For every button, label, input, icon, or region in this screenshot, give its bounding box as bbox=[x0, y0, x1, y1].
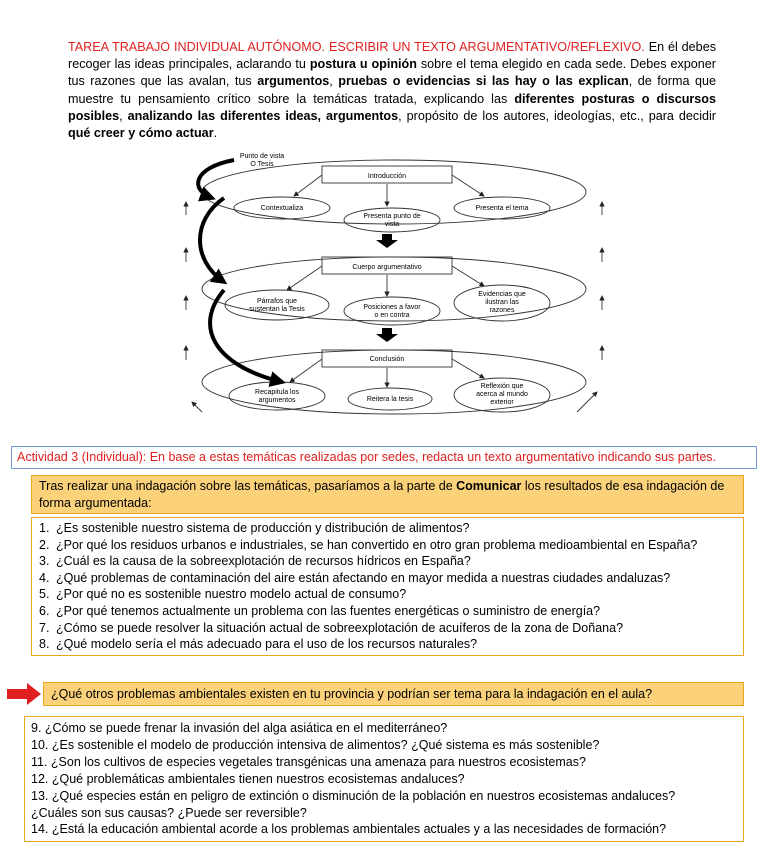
presenta-punto-label-2: vista bbox=[384, 221, 400, 228]
comunicar-box bbox=[31, 475, 744, 514]
text-span: , bbox=[119, 108, 128, 123]
parrafos-label-2: sustentan la Tesis bbox=[249, 306, 305, 313]
red-arrow-icon bbox=[7, 683, 41, 705]
conclusion-label: Conclusión bbox=[369, 356, 405, 363]
contextualiza-label: Contextualiza bbox=[260, 205, 304, 212]
text-span: En él debes recoger las ideas principales, aclarando tu bbox=[68, 40, 716, 72]
presenta-tema-label: Presenta el tema bbox=[475, 205, 529, 212]
question-item bbox=[39, 537, 736, 554]
connector bbox=[287, 266, 322, 290]
presenta-punto-node bbox=[344, 208, 440, 232]
question-item: 14. ¿Está la educación ambiental acorde a los problemas ambientales actuales y a las necesidades de formación? bbox=[31, 822, 667, 837]
question-number: 3. bbox=[39, 554, 50, 569]
questions-list bbox=[39, 520, 736, 653]
posiciones-label-2: o en contra bbox=[374, 312, 410, 319]
body-label: Cuerpo argumentativo bbox=[352, 264, 422, 271]
bold-span: diferentes posturas o discursos posibles bbox=[68, 91, 716, 123]
question-item bbox=[39, 570, 736, 587]
text-span: los resultados de esa indagación de forma argumentada: bbox=[39, 479, 725, 510]
evidencias-label-2: ilustran las bbox=[485, 299, 519, 306]
bold-span: pruebas o evidencias si las hay o las explican bbox=[338, 74, 629, 89]
question-text: ¿Por qué tenemos actualmente un problema con las fuentes energéticas o suministro de energía? bbox=[56, 603, 601, 618]
question-number: 2. bbox=[39, 537, 50, 552]
connector bbox=[290, 359, 322, 382]
activity-3-banner: Actividad 3 (Individual): En base a estas temáticas realizadas por sedes, redacta un texto argumentativo indicando sus partes. bbox=[11, 446, 757, 469]
question-text: ¿Por qué no es sostenible nuestro modelo actual de consumo? bbox=[56, 587, 407, 602]
bold-span: postura u opinión bbox=[309, 57, 417, 72]
task-title: TAREA TRABAJO INDIVIDUAL AUTÓNOMO. ESCRIBIR UN TEXTO ARGUMENTATIVO/REFLEXIVO. bbox=[68, 40, 645, 54]
question-item bbox=[39, 586, 736, 603]
thesis-label: Punto de vista bbox=[239, 153, 285, 160]
evidencias-label-3: razones bbox=[489, 307, 515, 314]
question-item bbox=[39, 520, 736, 537]
connector bbox=[294, 175, 322, 196]
bold-span: analizando las diferentes ideas, argumentos bbox=[127, 108, 399, 123]
question-item bbox=[39, 636, 736, 653]
text-span: sobre el tema elegido en cada sede. Debes exponer tus razones que las avalan, tus bbox=[68, 57, 716, 89]
connector bbox=[452, 175, 484, 196]
reflexion-label-3: exterior bbox=[490, 399, 514, 406]
question-text: ¿Por qué los residuos urbanos e industriales, se han convertido en otro gran problema medioambiental en España? bbox=[56, 537, 698, 552]
presenta-punto-label: Presenta punto de bbox=[363, 213, 421, 220]
questions-box bbox=[31, 517, 744, 656]
other-problems-box: ¿Qué otros problemas ambientales existen en tu provincia y podrían ser tema para la indagación en el aula? bbox=[43, 682, 744, 706]
argumentative-structure-diagram bbox=[172, 150, 612, 425]
parrafos-label: Párrafos que bbox=[256, 298, 298, 305]
question-item bbox=[39, 553, 736, 570]
question-item: ¿Cuáles son sus causas? ¿Puede ser reversible? bbox=[31, 805, 307, 820]
question-item: 11. ¿Son los cultivos de especies vegetales transgénicas una amenaza para nuestros ecosistemas? bbox=[31, 754, 586, 769]
connector bbox=[452, 359, 484, 378]
question-text: ¿Qué problemas de contaminación del aire están afectando en mayor medida a nuestras ciudades andaluzas? bbox=[56, 570, 671, 585]
text-span: Tras realizar una indagación sobre las temáticas, pasaríamos a la parte de bbox=[39, 479, 457, 493]
question-item bbox=[39, 620, 736, 637]
text-span: , de forma que muestre tu pensamiento crítico sobre la temáticas tratada, explicando las bbox=[68, 74, 717, 106]
question-number: 7. bbox=[39, 620, 50, 635]
task-instructions bbox=[68, 39, 716, 142]
thesis-label-2: O Tesis bbox=[250, 161, 274, 168]
question-text: ¿Es sostenible nuestro sistema de producción y distribución de alimentos? bbox=[56, 521, 470, 535]
bold-span: Comunicar bbox=[456, 479, 522, 493]
evidencias-label: Evidencias que bbox=[478, 291, 526, 298]
question-text: ¿Cuál es la causa de la sobreexplotación de recursos hídricos en España? bbox=[56, 554, 471, 569]
question-text: ¿Cómo se puede resolver la situación actual de sobreexplotación de acuíferos de la zona de Doñana? bbox=[56, 620, 624, 635]
recapitula-label-2: argumentos bbox=[258, 397, 296, 404]
question-number: 8. bbox=[39, 637, 50, 652]
text-span: , bbox=[329, 74, 339, 89]
reflexion-label: Reflexión que bbox=[480, 383, 524, 390]
recapitula-label: Recapitula los bbox=[255, 389, 299, 396]
question-number: 6. bbox=[39, 603, 50, 618]
reitera-label: Reitera la tesis bbox=[366, 396, 414, 403]
bold-span: qué creer y cómo actuar bbox=[68, 126, 214, 141]
question-number: 5. bbox=[39, 587, 50, 602]
thesis-arrows bbox=[198, 160, 282, 382]
posiciones-label: Posiciones a favor bbox=[363, 304, 421, 311]
bold-span: argumentos bbox=[257, 74, 330, 89]
question-item bbox=[39, 603, 736, 620]
question-number: 4. bbox=[39, 570, 50, 585]
text-span: . bbox=[213, 126, 218, 141]
question-number: 1. bbox=[39, 521, 50, 535]
question-item: 12. ¿Qué problemáticas ambientales tienen nuestros ecosistemas andaluces? bbox=[31, 771, 465, 786]
recapitula-node bbox=[229, 382, 325, 410]
more-questions-box bbox=[24, 716, 744, 842]
connector bbox=[452, 266, 484, 286]
text-span: , propósito de los autores, ideologías, etc., para decidir bbox=[398, 108, 716, 123]
question-item: 10. ¿Es sostenible el modelo de producción intensiva de alimentos? ¿Qué sistema es más sostenible? bbox=[31, 737, 600, 752]
reflexion-label-2: acerca al mundo bbox=[476, 391, 528, 398]
question-item: 9. ¿Cómo se puede frenar la invasión del alga asiática en el mediterráneo? bbox=[31, 721, 448, 735]
parrafos-node bbox=[225, 290, 329, 320]
question-text: ¿Qué modelo sería el más adecuado para el uso de los recursos naturales? bbox=[56, 637, 478, 652]
question-item: 13. ¿Qué especies están en peligro de extinción o disminución de la población en nuestros ecosistemas andaluces? bbox=[31, 788, 676, 803]
intro-label: Introducción bbox=[367, 173, 407, 180]
